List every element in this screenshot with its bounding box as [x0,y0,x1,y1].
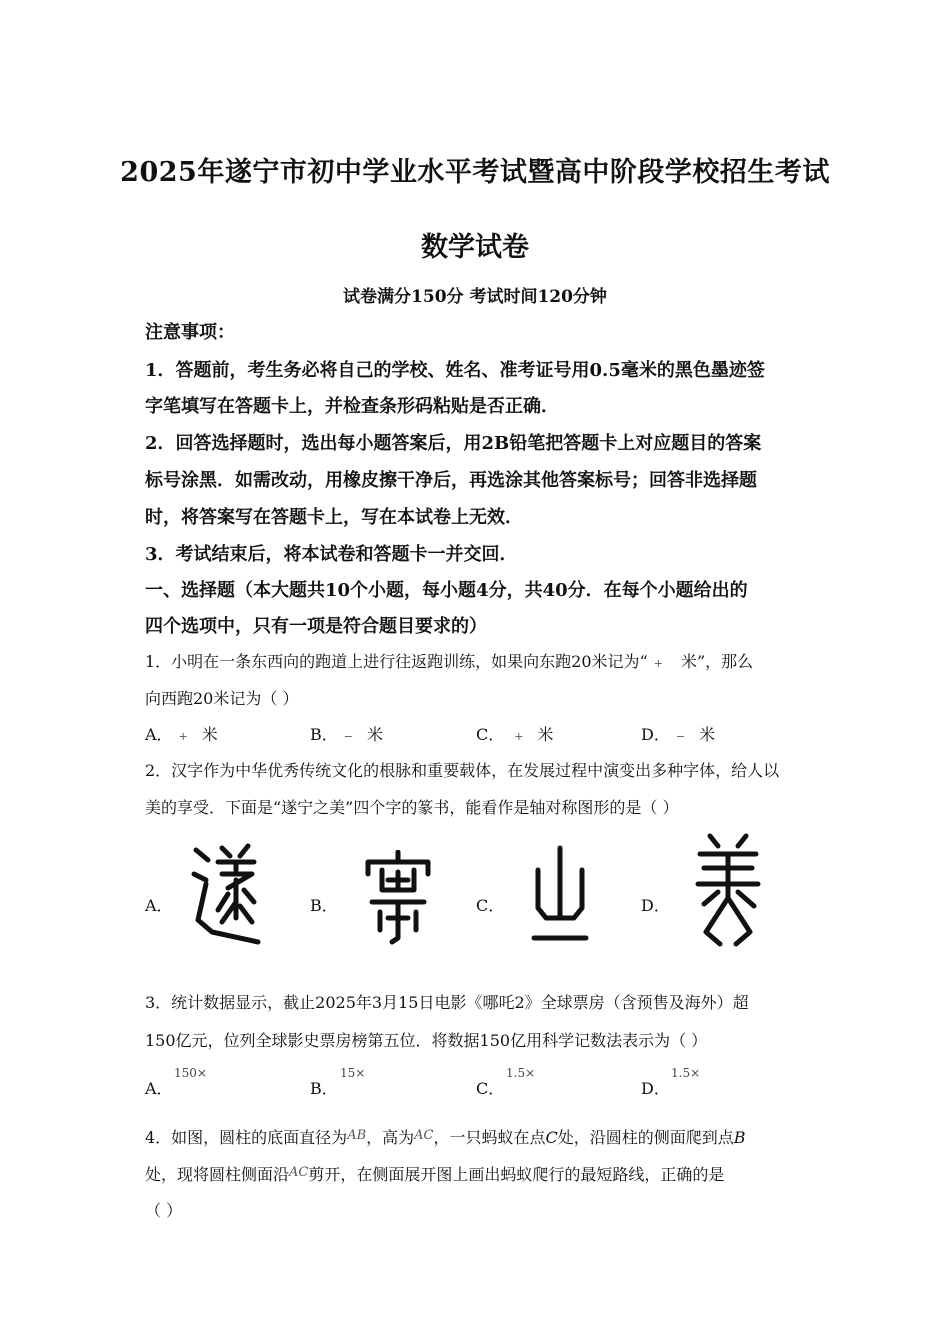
q4-stem-line-3: （ ） [145,1201,183,1220]
q1-option-d[interactable]: D． − 米 [641,725,716,744]
exam-title: 2025年遂宁市初中学业水平考试暨高中阶段学校招生考试 [120,157,830,188]
q3-option-a[interactable]: A． [145,1079,173,1098]
notice-line-2: 字笔填写在答题卡上，并检查条形码粘贴是否正确． [145,396,559,417]
q1-option-c[interactable]: C． + 米 [476,725,554,744]
q3-option-d[interactable]: D． [641,1079,670,1098]
q4-stem-line-1: 4．如图，圆柱的底面直径为$^{AB}$，高为$^{AC}$，一只蚂蚁在点C处，沿圆柱的侧面爬到点B [145,1128,746,1147]
q2-option-d-label[interactable]: D． [641,896,670,915]
q2-stem-line-1: 2．汉字作为中华优秀传统文化的根脉和重要载体，在发展过程中演变出多种字体，给人以 [145,761,780,780]
seal-sui-icon [188,840,264,952]
seal-zhi-icon [530,842,590,942]
q2-stem-line-2: 美的享受．下面是“遂宁之美”四个字的篆书，能看作是轴对称图形的是（ ） [145,798,679,817]
notice-line-6: 3．考试结束后，将本试卷和答题卡一并交回． [145,544,518,565]
exam-meta: 试卷满分150分 考试时间120分钟 [343,287,607,307]
q2-option-b-label[interactable]: B． [310,896,338,915]
q3-stem-line-1: 3．统计数据显示，截止2025年3月15日电影《哪吒2》全球票房（含预售及海外）超 [145,993,749,1012]
q3-option-b[interactable]: B． [310,1079,338,1098]
q1-stem-line-1: 1．小明在一条东西向的跑道上进行往返跑训练，如果向东跑20米记为“ + 米”，那么 [145,652,754,671]
seal-ning-icon [364,850,432,946]
q3-stem-line-2: 150亿元，位列全球影史票房榜第五位．将数据150亿用科学记数法表示为（ ） [145,1031,708,1050]
notice-heading: 注意事项： [145,322,235,343]
q2-option-c-label[interactable]: C． [476,896,505,915]
q1-option-a[interactable]: A． + 米 [145,725,218,744]
q3-option-c-expr: 1.5× [506,1066,536,1080]
notice-line-4: 标号涂黑．如需改动，用橡皮擦干净后，再选涂其他答案标号；回答非选择题 [145,470,757,491]
q3-option-a-expr: 150× [174,1066,207,1080]
section-1-heading-cont: 四个选项中，只有一项是符合题目要求的） [145,616,487,637]
q3-option-d-expr: 1.5× [671,1066,701,1080]
q3-option-c[interactable]: C． [476,1079,505,1098]
exam-subtitle: 数学试卷 [421,232,529,263]
q4-stem-line-2: 处，现将圆柱侧面沿$^{AC}$剪开，在侧面展开图上画出蚂蚁爬行的最短路线，正确的是 [145,1165,725,1184]
q1-option-b[interactable]: B． − 米 [310,725,383,744]
q2-option-a-label[interactable]: A． [145,896,173,915]
q1-stem-line-2: 向西跑20米记为（ ） [145,689,299,708]
seal-mei-icon [692,832,764,950]
notice-line-3: 2．回答选择题时，选出每小题答案后，用2B铅笔把答题卡上对应题目的答案 [145,433,762,454]
section-1-heading: 一、选择题（本大题共10个小题，每小题4分，共40分．在每个小题给出的 [145,580,748,601]
notice-line-1: 1．答题前，考生务必将自己的学校、姓名、准考证号用0.5毫米的黑色墨迹签 [145,360,765,381]
q3-option-b-expr: 15× [340,1066,366,1080]
notice-line-5: 时，将答案写在答题卡上，写在本试卷上无效． [145,507,523,528]
